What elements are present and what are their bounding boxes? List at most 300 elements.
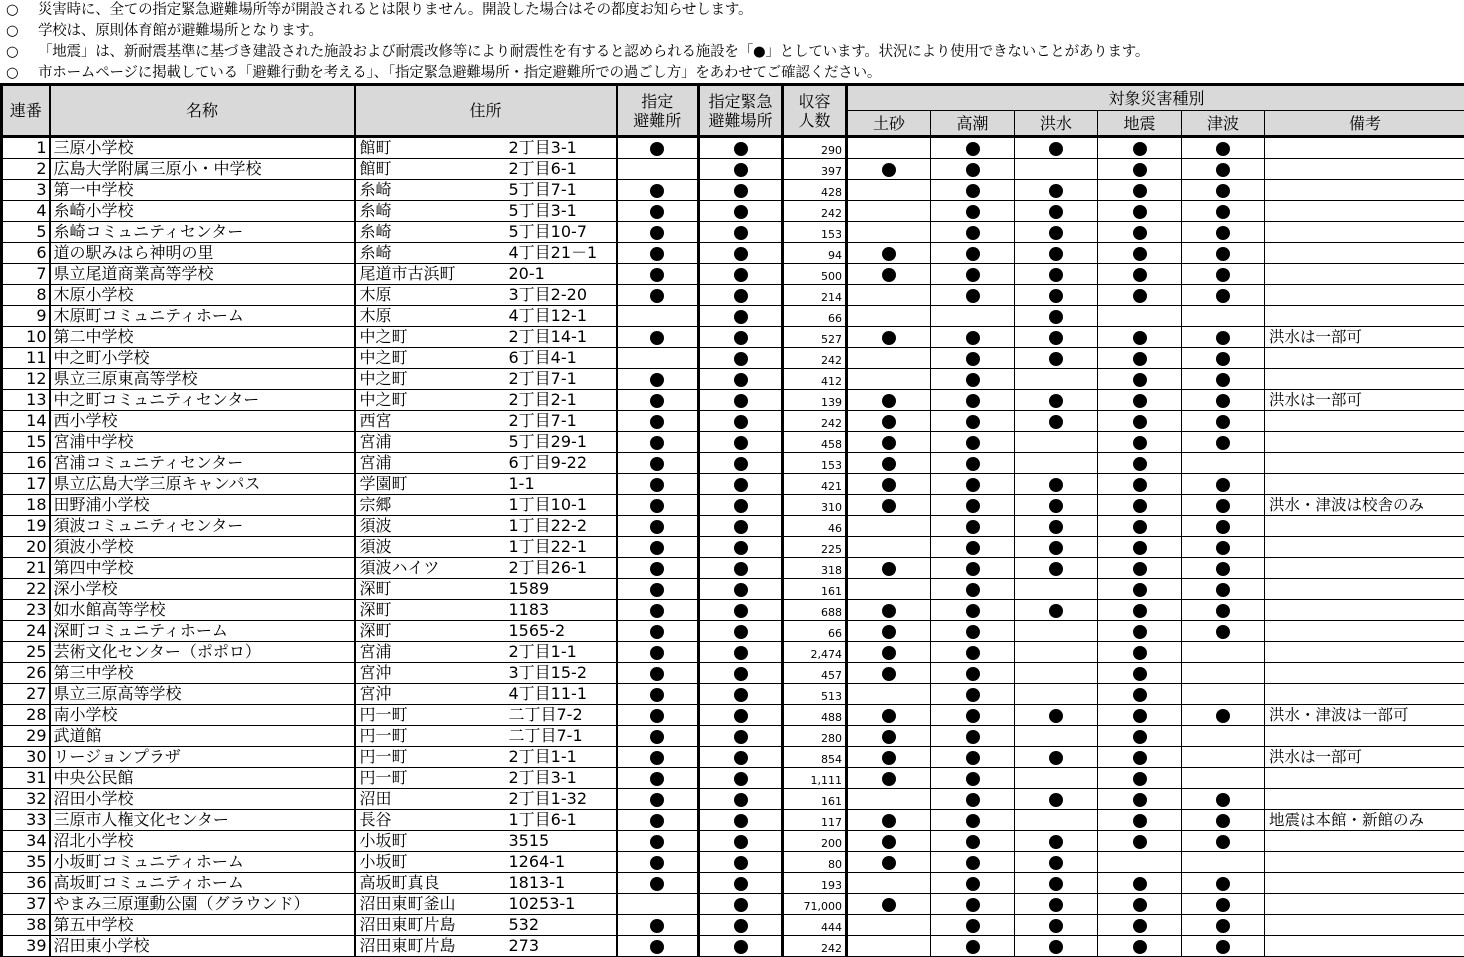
filled-circle-mark xyxy=(734,541,748,555)
filled-circle-mark xyxy=(650,289,664,303)
cell-flood xyxy=(1015,369,1098,390)
cell-earthquake xyxy=(1098,579,1182,600)
cell-emergency xyxy=(699,789,783,810)
cell-tsunami xyxy=(1182,747,1265,768)
cell-storm-surge xyxy=(931,222,1015,243)
filled-circle-mark xyxy=(1133,940,1147,954)
cell-address: 5丁目7-1 xyxy=(506,180,617,201)
filled-circle-mark xyxy=(1049,856,1063,870)
cell-address: 20-1 xyxy=(506,264,617,285)
cell-remarks xyxy=(1265,537,1464,558)
cell-shelter xyxy=(617,831,699,852)
filled-circle-mark xyxy=(1133,436,1147,450)
cell-storm-surge xyxy=(931,390,1015,411)
filled-circle-mark xyxy=(1216,268,1230,282)
filled-circle-mark xyxy=(1216,940,1230,954)
cell-remarks xyxy=(1265,306,1464,327)
filled-circle-mark xyxy=(1049,499,1063,513)
cell-no: 16 xyxy=(2,453,50,474)
cell-shelter xyxy=(617,474,699,495)
filled-circle-mark xyxy=(1133,898,1147,912)
filled-circle-mark xyxy=(1216,415,1230,429)
cell-landslide xyxy=(847,852,931,873)
cell-earthquake xyxy=(1098,852,1182,873)
header-storm-surge: 高潮 xyxy=(931,111,1015,137)
cell-remarks xyxy=(1265,285,1464,306)
cell-address: 2丁目14-1 xyxy=(506,327,617,348)
table-row xyxy=(2,579,1464,600)
cell-address: 3丁目15-2 xyxy=(506,663,617,684)
cell-remarks xyxy=(1265,432,1464,453)
filled-circle-mark xyxy=(1216,877,1230,891)
filled-circle-mark xyxy=(966,730,980,744)
cell-shelter xyxy=(617,243,699,264)
filled-circle-mark xyxy=(734,940,748,954)
cell-tsunami xyxy=(1182,558,1265,579)
filled-circle-mark xyxy=(966,856,980,870)
filled-circle-mark xyxy=(1133,457,1147,471)
cell-flood xyxy=(1015,411,1098,432)
cell-emergency xyxy=(699,579,783,600)
filled-circle-mark xyxy=(650,751,664,765)
table-row xyxy=(2,831,1464,852)
cell-no: 34 xyxy=(2,831,50,852)
filled-circle-mark xyxy=(966,583,980,597)
header-capacity xyxy=(783,85,847,137)
cell-no: 9 xyxy=(2,306,50,327)
filled-circle-mark xyxy=(966,268,980,282)
filled-circle-mark xyxy=(966,688,980,702)
cell-remarks xyxy=(1265,411,1464,432)
cell-no: 14 xyxy=(2,411,50,432)
cell-storm-surge xyxy=(931,873,1015,894)
filled-circle-mark xyxy=(650,730,664,744)
filled-circle-mark xyxy=(650,478,664,492)
cell-name: 田野浦小学校 xyxy=(50,495,355,516)
cell-name: 広島大学附属三原小・中学校 xyxy=(50,159,355,180)
cell-name: 沼北小学校 xyxy=(50,831,355,852)
filled-circle-mark xyxy=(650,877,664,891)
cell-no: 32 xyxy=(2,789,50,810)
filled-circle-mark xyxy=(734,310,748,324)
filled-circle-mark xyxy=(734,226,748,240)
cell-emergency xyxy=(699,243,783,264)
filled-circle-mark xyxy=(966,625,980,639)
cell-address: 2丁目3-1 xyxy=(506,768,617,789)
filled-circle-mark xyxy=(1049,520,1063,534)
cell-town: 高坂町真良 xyxy=(355,873,506,894)
cell-town: 沼田東町釜山 xyxy=(355,894,506,915)
cell-emergency xyxy=(699,327,783,348)
cell-storm-surge xyxy=(931,537,1015,558)
cell-landslide xyxy=(847,915,931,936)
filled-circle-mark xyxy=(1133,730,1147,744)
filled-circle-mark xyxy=(1216,394,1230,408)
cell-flood xyxy=(1015,264,1098,285)
filled-circle-mark xyxy=(650,457,664,471)
cell-tsunami xyxy=(1182,369,1265,390)
cell-landslide xyxy=(847,642,931,663)
cell-storm-surge xyxy=(931,306,1015,327)
cell-town: 糸崎 xyxy=(355,201,506,222)
cell-remarks xyxy=(1265,936,1464,957)
filled-circle-mark xyxy=(1216,184,1230,198)
filled-circle-mark xyxy=(966,520,980,534)
cell-town: 小坂町 xyxy=(355,852,506,873)
cell-tsunami xyxy=(1182,705,1265,726)
header-shelter-line2: 避難所 xyxy=(633,110,682,130)
filled-circle-mark xyxy=(966,604,980,618)
cell-storm-surge xyxy=(931,747,1015,768)
cell-landslide xyxy=(847,936,931,957)
cell-flood xyxy=(1015,873,1098,894)
filled-circle-mark xyxy=(734,877,748,891)
filled-circle-mark xyxy=(882,646,896,660)
cell-flood xyxy=(1015,201,1098,222)
cell-storm-surge xyxy=(931,852,1015,873)
table-row xyxy=(2,222,1464,243)
cell-remarks xyxy=(1265,663,1464,684)
cell-flood xyxy=(1015,495,1098,516)
cell-name: 第四中学校 xyxy=(50,558,355,579)
cell-flood xyxy=(1015,726,1098,747)
cell-remarks xyxy=(1265,726,1464,747)
cell-storm-surge xyxy=(931,264,1015,285)
filled-circle-mark xyxy=(882,247,896,261)
cell-emergency xyxy=(699,222,783,243)
cell-emergency xyxy=(699,201,783,222)
cell-capacity: 139 xyxy=(783,390,847,411)
cell-shelter xyxy=(617,705,699,726)
cell-remarks xyxy=(1265,516,1464,537)
filled-circle-mark xyxy=(734,604,748,618)
cell-remarks xyxy=(1265,684,1464,705)
cell-shelter xyxy=(617,726,699,747)
cell-storm-surge xyxy=(931,159,1015,180)
cell-name: 武道館 xyxy=(50,726,355,747)
filled-circle-mark xyxy=(1216,247,1230,261)
cell-landslide xyxy=(847,222,931,243)
cell-landslide xyxy=(847,894,931,915)
cell-emergency xyxy=(699,936,783,957)
cell-earthquake xyxy=(1098,243,1182,264)
filled-circle-mark xyxy=(1216,163,1230,177)
cell-tsunami xyxy=(1182,411,1265,432)
cell-earthquake xyxy=(1098,558,1182,579)
table-row xyxy=(2,621,1464,642)
filled-circle-mark xyxy=(650,394,664,408)
filled-circle-mark xyxy=(966,835,980,849)
cell-landslide xyxy=(847,369,931,390)
cell-landslide xyxy=(847,495,931,516)
filled-circle-mark xyxy=(966,646,980,660)
cell-earthquake xyxy=(1098,222,1182,243)
cell-landslide xyxy=(847,159,931,180)
cell-name: 糸崎コミュニティセンター xyxy=(50,222,355,243)
filled-circle-mark xyxy=(1133,835,1147,849)
cell-storm-surge xyxy=(931,789,1015,810)
filled-circle-mark xyxy=(966,478,980,492)
cell-emergency xyxy=(699,915,783,936)
cell-earthquake xyxy=(1098,642,1182,663)
filled-circle-mark xyxy=(734,919,748,933)
note-text: 市ホームページに掲載している「避難行動を考える」、「指定緊急避難場所・指定避難所での過ごし方」をあわせてご確認ください。 xyxy=(38,65,882,81)
cell-no: 19 xyxy=(2,516,50,537)
cell-flood xyxy=(1015,831,1098,852)
cell-capacity: 854 xyxy=(783,747,847,768)
cell-address: 2丁目1-1 xyxy=(506,747,617,768)
note-text: 災害時に、全ての指定緊急避難場所等が開設されるとは限りません。開設した場合はその都度お知らせします。 xyxy=(38,2,753,18)
cell-tsunami xyxy=(1182,137,1265,159)
filled-circle-mark xyxy=(734,499,748,513)
cell-town: 円一町 xyxy=(355,705,506,726)
filled-circle-mark xyxy=(966,457,980,471)
cell-landslide xyxy=(847,348,931,369)
cell-earthquake xyxy=(1098,663,1182,684)
cell-name: 三原市人権文化センター xyxy=(50,810,355,831)
cell-shelter xyxy=(617,348,699,369)
filled-circle-mark xyxy=(966,142,980,156)
filled-circle-mark xyxy=(1216,814,1230,828)
cell-landslide xyxy=(847,306,931,327)
filled-circle-mark xyxy=(966,751,980,765)
circle-bullet: ○ xyxy=(6,44,19,60)
circle-bullet: ○ xyxy=(6,65,19,81)
cell-flood xyxy=(1015,894,1098,915)
cell-earthquake xyxy=(1098,159,1182,180)
table-row xyxy=(2,873,1464,894)
header-name: 名称 xyxy=(50,85,355,137)
cell-emergency xyxy=(699,705,783,726)
cell-landslide xyxy=(847,831,931,852)
filled-circle-mark xyxy=(882,751,896,765)
filled-circle-mark xyxy=(882,772,896,786)
cell-name: 中之町小学校 xyxy=(50,348,355,369)
cell-no: 6 xyxy=(2,243,50,264)
table-row xyxy=(2,201,1464,222)
table-row xyxy=(2,936,1464,957)
cell-shelter xyxy=(617,768,699,789)
cell-town: 中之町 xyxy=(355,348,506,369)
filled-circle-mark xyxy=(734,667,748,681)
filled-circle-mark xyxy=(734,688,748,702)
cell-tsunami xyxy=(1182,831,1265,852)
cell-earthquake xyxy=(1098,495,1182,516)
cell-town: 糸崎 xyxy=(355,222,506,243)
filled-circle-mark xyxy=(1133,625,1147,639)
filled-circle-mark xyxy=(650,835,664,849)
cell-flood xyxy=(1015,684,1098,705)
cell-earthquake xyxy=(1098,873,1182,894)
table-row xyxy=(2,327,1464,348)
cell-earthquake xyxy=(1098,306,1182,327)
cell-address: 4丁目21－1 xyxy=(506,243,617,264)
cell-address: 5丁目3-1 xyxy=(506,201,617,222)
filled-circle-mark xyxy=(882,898,896,912)
filled-circle-mark xyxy=(966,562,980,576)
cell-landslide xyxy=(847,810,931,831)
filled-circle-mark xyxy=(1216,331,1230,345)
cell-flood xyxy=(1015,579,1098,600)
cell-tsunami xyxy=(1182,768,1265,789)
cell-name: やまみ三原運動公園（グラウンド） xyxy=(50,894,355,915)
cell-storm-surge xyxy=(931,705,1015,726)
cell-flood xyxy=(1015,432,1098,453)
cell-emergency xyxy=(699,894,783,915)
cell-shelter xyxy=(617,936,699,957)
filled-circle-mark xyxy=(1049,604,1063,618)
cell-no: 18 xyxy=(2,495,50,516)
filled-circle-mark xyxy=(650,919,664,933)
cell-storm-surge xyxy=(931,558,1015,579)
cell-address: 1丁目10-1 xyxy=(506,495,617,516)
filled-circle-mark xyxy=(966,373,980,387)
filled-circle-mark xyxy=(1216,625,1230,639)
cell-name: 深小学校 xyxy=(50,579,355,600)
cell-remarks: 洪水は一部可 xyxy=(1265,747,1464,768)
table-row xyxy=(2,474,1464,495)
table-row xyxy=(2,390,1464,411)
cell-flood xyxy=(1015,243,1098,264)
cell-remarks xyxy=(1265,558,1464,579)
cell-landslide xyxy=(847,411,931,432)
filled-circle-mark xyxy=(650,268,664,282)
cell-tsunami xyxy=(1182,621,1265,642)
filled-circle-mark xyxy=(1049,919,1063,933)
cell-town: 須波 xyxy=(355,516,506,537)
cell-flood xyxy=(1015,642,1098,663)
cell-flood xyxy=(1015,159,1098,180)
cell-town: 館町 xyxy=(355,137,506,159)
cell-town: 宮沖 xyxy=(355,663,506,684)
filled-circle-mark xyxy=(650,772,664,786)
cell-capacity: 66 xyxy=(783,621,847,642)
cell-earthquake xyxy=(1098,936,1182,957)
filled-circle-mark xyxy=(1049,352,1063,366)
filled-circle-mark xyxy=(734,373,748,387)
cell-tsunami xyxy=(1182,516,1265,537)
filled-circle-mark xyxy=(966,898,980,912)
cell-name: 第三中学校 xyxy=(50,663,355,684)
filled-circle-mark xyxy=(1216,604,1230,618)
filled-circle-mark xyxy=(650,226,664,240)
filled-circle-mark xyxy=(734,751,748,765)
cell-capacity: 225 xyxy=(783,537,847,558)
cell-shelter xyxy=(617,747,699,768)
cell-capacity: 280 xyxy=(783,726,847,747)
table-row xyxy=(2,243,1464,264)
cell-storm-surge xyxy=(931,915,1015,936)
cell-landslide xyxy=(847,789,931,810)
filled-circle-mark xyxy=(1049,394,1063,408)
cell-address: 4丁目11-1 xyxy=(506,684,617,705)
table-row xyxy=(2,516,1464,537)
cell-address: 二丁目7-2 xyxy=(506,705,617,726)
cell-capacity: 458 xyxy=(783,432,847,453)
cell-town: 深町 xyxy=(355,600,506,621)
circle-bullet: ○ xyxy=(6,2,19,18)
cell-tsunami xyxy=(1182,432,1265,453)
filled-circle-mark xyxy=(966,163,980,177)
cell-address: 1264-1 xyxy=(506,852,617,873)
cell-emergency xyxy=(699,663,783,684)
filled-circle-mark xyxy=(650,814,664,828)
header-disaster-group: 対象災害種別 xyxy=(847,85,1464,111)
filled-circle-mark xyxy=(734,709,748,723)
filled-circle-mark xyxy=(1049,478,1063,492)
circle-bullet: ○ xyxy=(6,23,19,39)
cell-earthquake xyxy=(1098,705,1182,726)
cell-shelter xyxy=(617,180,699,201)
cell-name: 西小学校 xyxy=(50,411,355,432)
cell-earthquake xyxy=(1098,810,1182,831)
filled-circle-mark xyxy=(966,331,980,345)
cell-shelter xyxy=(617,915,699,936)
cell-capacity: 444 xyxy=(783,915,847,936)
cell-town: 宗郷 xyxy=(355,495,506,516)
filled-circle-mark xyxy=(1049,289,1063,303)
cell-tsunami xyxy=(1182,264,1265,285)
cell-storm-surge xyxy=(931,453,1015,474)
cell-flood xyxy=(1015,137,1098,159)
cell-landslide xyxy=(847,684,931,705)
cell-storm-surge xyxy=(931,327,1015,348)
cell-capacity: 94 xyxy=(783,243,847,264)
cell-flood xyxy=(1015,285,1098,306)
cell-name: 県立三原東高等学校 xyxy=(50,369,355,390)
cell-remarks xyxy=(1265,579,1464,600)
filled-circle-mark xyxy=(966,394,980,408)
cell-address: 1-1 xyxy=(506,474,617,495)
cell-emergency xyxy=(699,369,783,390)
table-row xyxy=(2,411,1464,432)
filled-circle-mark xyxy=(1216,226,1230,240)
table-row xyxy=(2,789,1464,810)
cell-remarks xyxy=(1265,642,1464,663)
cell-town: 館町 xyxy=(355,159,506,180)
cell-remarks xyxy=(1265,243,1464,264)
cell-flood xyxy=(1015,474,1098,495)
cell-storm-surge xyxy=(931,369,1015,390)
cell-tsunami xyxy=(1182,873,1265,894)
cell-name: 沼田小学校 xyxy=(50,789,355,810)
cell-flood xyxy=(1015,936,1098,957)
cell-remarks xyxy=(1265,894,1464,915)
cell-landslide xyxy=(847,873,931,894)
cell-remarks xyxy=(1265,852,1464,873)
filled-circle-mark xyxy=(734,793,748,807)
filled-circle-mark xyxy=(966,415,980,429)
cell-earthquake xyxy=(1098,180,1182,201)
filled-circle-mark xyxy=(882,268,896,282)
filled-circle-mark xyxy=(1216,142,1230,156)
cell-tsunami xyxy=(1182,642,1265,663)
header-remarks: 備考 xyxy=(1265,111,1464,137)
cell-landslide xyxy=(847,726,931,747)
filled-circle-mark xyxy=(882,709,896,723)
cell-name: 如水館高等学校 xyxy=(50,600,355,621)
table-row xyxy=(2,348,1464,369)
cell-storm-surge xyxy=(931,348,1015,369)
filled-circle-mark xyxy=(650,331,664,345)
cell-town: 宮浦 xyxy=(355,453,506,474)
cell-landslide xyxy=(847,579,931,600)
filled-circle-mark xyxy=(1216,499,1230,513)
filled-circle-mark xyxy=(650,688,664,702)
filled-circle-mark xyxy=(1133,478,1147,492)
filled-circle-mark xyxy=(1133,646,1147,660)
cell-capacity: 242 xyxy=(783,936,847,957)
